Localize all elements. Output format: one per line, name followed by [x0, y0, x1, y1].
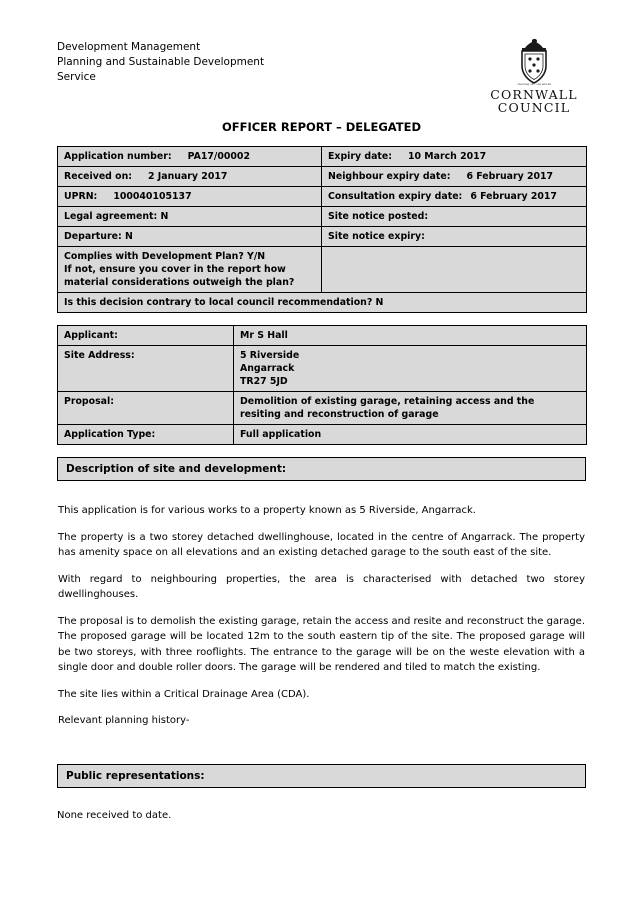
label-consultation-expiry-date: Consultation expiry date: [328, 191, 463, 202]
table-row [58, 425, 587, 445]
table-row [58, 147, 587, 167]
value-consultation-expiry-date: 6 February 2017 [470, 191, 557, 202]
spacer [57, 445, 586, 457]
description-paragraph-2: The property is a two storey detached dwellinghouse, located in the centre of Angarrack. The property has amenity space on all elevations and an existing detached garage to the south east of the site. [58, 531, 585, 558]
table-row [58, 293, 587, 313]
page-content [57, 40, 586, 834]
label-application-type: Application Type: [58, 425, 234, 445]
spacer [57, 740, 586, 764]
value-application-type [234, 425, 587, 445]
table-row [58, 392, 587, 425]
table-row [58, 207, 587, 227]
public-paragraph-1: None received to date. [57, 809, 172, 821]
description-body [57, 503, 586, 729]
complies-line-1: Complies with Development Plan? Y/N [64, 251, 266, 262]
svg-text:onen hag oll – one and all: onen hag oll – one and all [517, 82, 551, 86]
label-application-number: Application number: [64, 151, 172, 162]
public-representations-body [57, 808, 586, 824]
cell-uprn [58, 187, 322, 207]
label-expiry-date: Expiry date: [328, 151, 392, 162]
page-title: OFFICER REPORT – DELEGATED [221, 120, 422, 134]
label-applicant: Applicant: [58, 326, 234, 346]
cell-contrary-to-local-council: Is this decision contrary to local council recommendation? N [58, 293, 587, 313]
description-paragraph-4: The proposal is to demolish the existing garage, retain the access and resite and reconstruct the garage. The proposed garage will be located 12m to the south eastern tip of the site. The proposed garage will be two storeys, with three rooflights. The entrance to the garage will be on the weste elevation with a single door and double roller doors. The garage will be rendered and tiled to match the existing. [58, 615, 585, 673]
application-summary-table [57, 146, 587, 313]
logo-line-2: COUNCIL [497, 100, 571, 115]
department-line-3: Service [57, 71, 96, 83]
value-application-number: PA17/00002 [187, 151, 250, 162]
label-neighbour-expiry-date: Neighbour expiry date: [328, 171, 451, 182]
description-paragraph-5: The site lies within a Critical Drainage Area (CDA). [58, 688, 310, 700]
description-paragraph-3: With regard to neighbouring properties, the area is characterised with detached two storey dwellinghouses. [58, 573, 585, 600]
section-heading-description: Description of site and development: [57, 457, 586, 481]
logo-line-1: CORNWALL [490, 87, 578, 102]
site-address-line-3: TR27 5JD [240, 376, 288, 387]
complies-line-2: If not, ensure you cover in the report how [64, 264, 286, 275]
proposal-line-2: resiting and reconstruction of garage [240, 409, 439, 420]
cell-received-on [58, 167, 322, 187]
cell-expiry-date [322, 147, 587, 167]
label-site-address: Site Address: [58, 346, 234, 392]
table-row [58, 167, 587, 187]
table-row [58, 346, 587, 392]
table-row [58, 247, 587, 293]
value-expiry-date: 10 March 2017 [408, 151, 487, 162]
label-proposal: Proposal: [58, 392, 234, 425]
application-type-line-1: Full application [240, 429, 322, 440]
table-row [58, 227, 587, 247]
section-heading-public-representations: Public representations: [57, 764, 586, 788]
cornwall-council-logo [482, 38, 586, 114]
proposal-line-1: Demolition of existing garage, retaining access and the [240, 396, 535, 407]
cell-complies-with-development-plan [58, 247, 322, 293]
value-applicant [234, 326, 587, 346]
value-site-address [234, 346, 587, 392]
cell-neighbour-expiry-date [322, 167, 587, 187]
value-received-on: 2 January 2017 [148, 171, 228, 182]
cell-site-notice-expiry: Site notice expiry: [322, 227, 587, 247]
description-paragraph-6: Relevant planning history- [58, 715, 190, 726]
complies-line-3: material considerations outweigh the plan? [64, 277, 295, 288]
value-proposal [234, 392, 587, 425]
department-line-1: Development Management [57, 41, 201, 53]
cell-application-number [58, 147, 322, 167]
table-row [58, 326, 587, 346]
site-address-line-1: 5 Riverside [240, 350, 300, 361]
application-details-table [57, 325, 587, 445]
label-received-on: Received on: [64, 171, 133, 182]
cell-consultation-expiry-date [322, 187, 587, 207]
document-header [57, 40, 586, 115]
label-uprn: UPRN: [64, 191, 98, 202]
spacer [57, 313, 586, 325]
cell-legal-agreement: Legal agreement: N [58, 207, 322, 227]
cell-departure: Departure: N [58, 227, 322, 247]
value-uprn: 100040105137 [113, 191, 192, 202]
department-line-2: Planning and Sustainable Development [57, 56, 265, 68]
table-row [58, 187, 587, 207]
description-paragraph-1: This application is for various works to a property known as 5 Riverside, Angarrack. [58, 505, 476, 516]
crest-icon [509, 38, 559, 86]
cell-complies-value [322, 247, 587, 293]
value-neighbour-expiry-date: 6 February 2017 [466, 171, 554, 182]
applicant-line-1: Mr S Hall [240, 330, 288, 341]
cell-site-notice-posted: Site notice posted: [322, 207, 587, 227]
site-address-line-2: Angarrack [240, 363, 295, 374]
